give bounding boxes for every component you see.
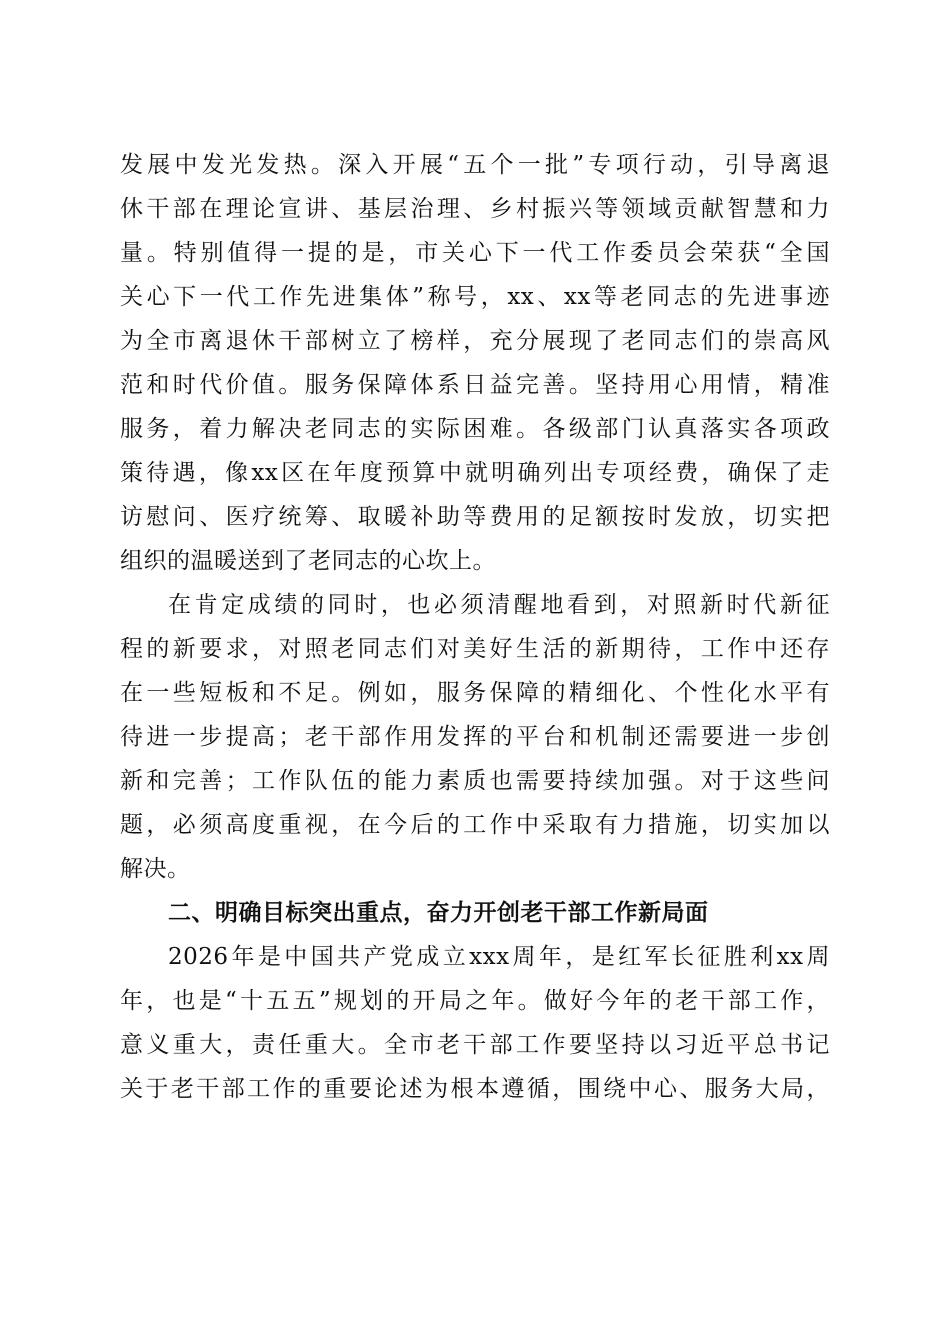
paragraph-line: 关心下一代工作先进集体”称号，xx、xx等老同志的先进事迹 bbox=[120, 284, 830, 310]
paragraph-line: 年，也是“十五五”规划的开局之年。做好今年的老干部工作， bbox=[120, 988, 830, 1014]
paragraph-line: 关于老干部工作的重要论述为根本遵循，围绕中心、服务大局， bbox=[120, 1076, 830, 1102]
paragraph-line: 新和完善；工作队伍的能力素质也需要持续加强。对于这些问 bbox=[120, 768, 830, 794]
section-heading: 二、明确目标突出重点，奋力开创老干部工作新局面 bbox=[168, 900, 709, 926]
paragraph-line: 意义重大，责任重大。全市老干部工作要坚持以习近平总书记 bbox=[120, 1032, 830, 1058]
paragraph-line: 待进一步提高；老干部作用发挥的平台和机制还需要进一步创 bbox=[120, 724, 830, 750]
paragraph-line: 服务，着力解决老同志的实际困难。各级部门认真落实各项政 bbox=[120, 416, 830, 442]
paragraph-line: 范和时代价值。服务保障体系日益完善。坚持用心用情，精准 bbox=[120, 372, 830, 398]
paragraph-line: 策待遇，像xx区在年度预算中就明确列出专项经费，确保了走 bbox=[120, 460, 830, 486]
paragraph-line: 2026年是中国共产党成立xxx周年，是红军长征胜利xx周 bbox=[168, 944, 830, 970]
paragraph-line: 题，必须高度重视，在今后的工作中采取有力措施，切实加以 bbox=[120, 812, 830, 838]
paragraph-line: 为全市离退休干部树立了榜样，充分展现了老同志们的崇高风 bbox=[120, 328, 830, 354]
paragraph-achievements bbox=[120, 143, 830, 583]
paragraph-line: 发展中发光发热。深入开展“五个一批”专项行动，引导离退 bbox=[120, 152, 830, 178]
paragraph-line: 程的新要求，对照老同志们对美好生活的新期待，工作中还存 bbox=[120, 636, 830, 662]
paragraph-line: 休干部在理论宣讲、基层治理、乡村振兴等领域贡献智慧和力 bbox=[120, 196, 830, 222]
paragraph-line: 组织的温暖送到了老同志的心坎上。 bbox=[120, 548, 496, 574]
paragraph-line: 在肯定成绩的同时，也必须清醒地看到，对照新时代新征 bbox=[168, 592, 830, 618]
paragraph-line: 在一些短板和不足。例如，服务保障的精细化、个性化水平有 bbox=[120, 680, 830, 706]
document-body bbox=[120, 143, 830, 1111]
paragraph-goals bbox=[120, 935, 830, 1111]
paragraph-line: 访慰问、医疗统筹、取暖补助等费用的足额按时发放，切实把 bbox=[120, 504, 830, 530]
paragraph-shortcomings bbox=[120, 583, 830, 891]
paragraph-line: 解决。 bbox=[120, 856, 191, 882]
paragraph-line: 量。特别值得一提的是，市关心下一代工作委员会荣获“全国 bbox=[120, 240, 830, 266]
